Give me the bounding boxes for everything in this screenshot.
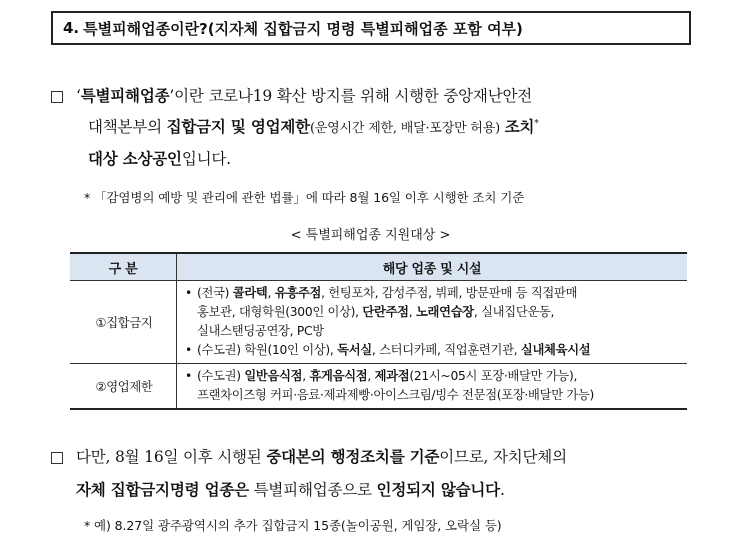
section-title-sub: (지자체 집합금지 명령 특별피해업종 포함 여부) bbox=[207, 19, 523, 38]
bold-term: 노래연습장 bbox=[415, 305, 474, 319]
para2-line1-end: 이므로, 자치단체의 bbox=[439, 448, 567, 466]
row-label-restrict: ②영업제한 bbox=[70, 364, 177, 410]
para1-line3-end: 입니다. bbox=[181, 150, 231, 168]
bold-term: 실내체육시설 bbox=[520, 343, 591, 357]
para1-bold-target: 대상 소상공인 bbox=[88, 149, 182, 168]
table-row bbox=[70, 281, 687, 364]
bullet-dot: • bbox=[185, 369, 192, 383]
para1-line1-text: 이란 코로나19 확산 방지를 위해 시행한 중앙재난안전 bbox=[174, 87, 533, 105]
para1-line1 bbox=[76, 84, 532, 106]
list-item bbox=[183, 367, 683, 405]
para2-bold-standard: 중대본의 행정조치를 기준 bbox=[266, 447, 440, 466]
text-span: (전국) bbox=[197, 286, 233, 300]
footnote-mark: * bbox=[534, 118, 539, 129]
bold-term: 콜라텍 bbox=[232, 286, 268, 300]
term-special-damage: 특별피해업종 bbox=[80, 86, 170, 105]
text-span: (수도권) 학원(10인 이상), bbox=[197, 343, 338, 357]
section-title-main: 특별피해업종이란? bbox=[83, 19, 208, 38]
text-span: 실내스탠딩공연장, PC방 bbox=[197, 324, 324, 338]
quote-open: ‘ bbox=[76, 87, 81, 105]
text-span: 프랜차이즈형 커피·음료·제과제빵·아이스크림/빙수 전문점(포장·배달만 가능) bbox=[197, 388, 595, 402]
text-span: , bbox=[408, 305, 416, 319]
row-cell-restrict bbox=[177, 364, 688, 410]
section-number: 4. bbox=[63, 19, 80, 37]
bold-term: 일반음식점 bbox=[244, 369, 303, 383]
row-cell-ban bbox=[177, 281, 688, 364]
para2-line1 bbox=[76, 445, 567, 467]
list-item bbox=[183, 284, 683, 341]
para1-bold-measure: 조치 bbox=[504, 117, 535, 136]
section-title bbox=[51, 11, 691, 45]
bold-term: 휴게음식점 bbox=[309, 369, 368, 383]
text-span: , 헌팅포차, 감성주점, 뷔페, 방문판매 등 직접판매 bbox=[321, 286, 578, 300]
table-header-row bbox=[70, 253, 687, 281]
text-span: (21시~05시 포장·배달만 가능), bbox=[409, 369, 578, 383]
para1-line2-text: 대책본부의 bbox=[88, 118, 167, 136]
header-industries: 해당 업종 및 시설 bbox=[177, 253, 688, 281]
para2-line2-mid: 특별피해업종으로 bbox=[248, 481, 377, 499]
para2-bold-local: 자체 집합금지명령 업종은 bbox=[76, 480, 249, 499]
text-span: , bbox=[302, 369, 310, 383]
bold-term: 단란주점 bbox=[362, 305, 409, 319]
text-span: , bbox=[367, 369, 375, 383]
text-span: , 실내집단운동, bbox=[473, 305, 555, 319]
table-caption: < 특별피해업종 지원대상 > bbox=[290, 228, 451, 243]
text-span: (수도권) bbox=[197, 369, 245, 383]
bold-term: 유흥주점 bbox=[274, 286, 322, 300]
row-label-ban: ①집합금지 bbox=[70, 281, 177, 364]
header-category: 구 분 bbox=[70, 253, 177, 281]
footnote-1: * 「감염병의 예방 및 관리에 관한 법률」에 따라 8월 16일 이후 시행한 조치 기준 bbox=[84, 190, 525, 205]
para1-paren-note: (운영시간 제한, 배달·포장만 허용) bbox=[309, 121, 501, 136]
text-span: , bbox=[267, 286, 275, 300]
text-span: , 스터디카페, 직업훈련기관, bbox=[371, 343, 521, 357]
para1-line3 bbox=[88, 147, 231, 169]
support-target-table bbox=[70, 252, 687, 410]
bullet-dot: • bbox=[185, 343, 192, 357]
para2-bold-not-recognized: 인정되지 않습니다 bbox=[376, 480, 500, 499]
para2-line2-end: . bbox=[499, 481, 505, 499]
quote-close: ’ bbox=[169, 87, 175, 105]
para1-line2 bbox=[88, 115, 539, 137]
list-item bbox=[183, 341, 683, 360]
text-span: 홍보관, 대형학원(300인 이상), bbox=[197, 305, 363, 319]
para2-line1-text: 다만, 8월 16일 이후 시행된 bbox=[76, 448, 267, 466]
checkbox-bullet-2 bbox=[51, 452, 63, 464]
bold-term: 제과점 bbox=[374, 369, 410, 383]
bullet-dot: • bbox=[185, 286, 192, 300]
bold-term: 독서실 bbox=[337, 343, 372, 357]
checkbox-bullet-1 bbox=[51, 91, 63, 103]
para2-line2 bbox=[76, 478, 505, 500]
footnote-2: * 예) 8.27일 광주광역시의 추가 집합금지 15종(놀이공원, 게임장, 오락실 등) bbox=[84, 518, 502, 533]
table-row bbox=[70, 364, 687, 410]
para1-bold-ban: 집합금지 및 영업제한 bbox=[166, 117, 310, 136]
